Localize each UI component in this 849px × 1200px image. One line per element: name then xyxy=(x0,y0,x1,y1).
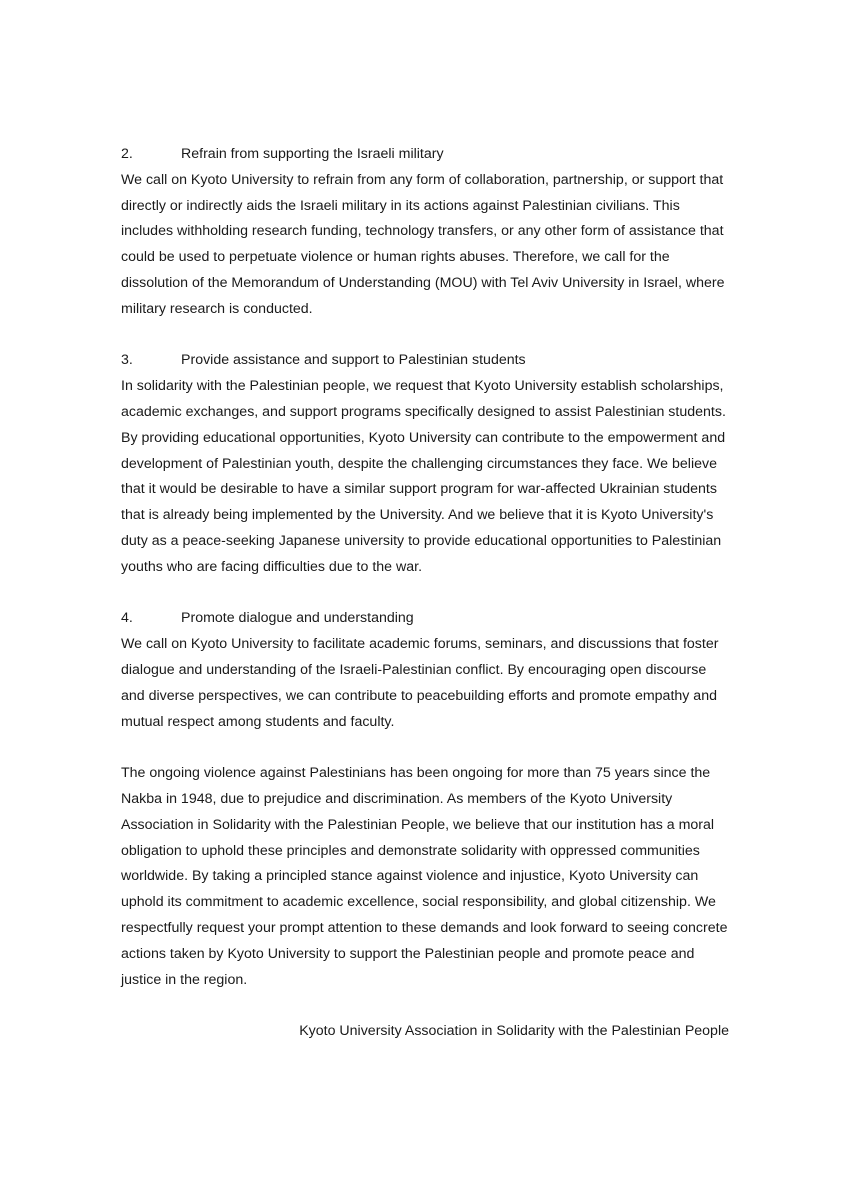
section-support-students xyxy=(121,348,729,580)
section-title: Refrain from supporting the Israeli military xyxy=(181,146,444,162)
section-paragraph: We call on Kyoto University to refrain from any form of collaboration, partnership, or support that directly or indirectly aids the Israeli military in its actions against Palestinian civilians. This includes withholding research funding, technology transfers, or any other form of assistance that could be used to perpetuate violence or human rights abuses. Therefore, we call for the dissolution of the Memorandum of Understanding (MOU) with Tel Aviv University in Israel, where military research is conducted. xyxy=(121,171,725,317)
section-number: 4. xyxy=(121,610,133,627)
section-promote-dialogue xyxy=(121,606,729,735)
closing-paragraph: The ongoing violence against Palestinians has been ongoing for more than 75 years since the Nakba in 1948, due to prejudice and discrimination. As members of the Kyoto University Association in Solidarity with the Palestinian People, we believe that our institution has a moral obligation to uphold these principles and demonstrate solidarity with oppressed communities worldwide. By taking a principled stance against violence and injustice, Kyoto University can uphold its commitment to academic excellence, social responsibility, and global citizenship. We respectfully request your prompt attention to these demands and look forward to seeing concrete actions taken by Kyoto University to support the Palestinian people and promote peace and justice in the region. xyxy=(121,765,728,988)
signature: Kyoto University Association in Solidarity with the Palestinian People xyxy=(299,1023,729,1040)
section-refrain-military xyxy=(121,142,729,323)
section-number: 2. xyxy=(121,146,133,162)
section-title: Provide assistance and support to Palestinian students xyxy=(181,352,526,369)
closing-section xyxy=(121,761,729,993)
section-paragraph: We call on Kyoto University to facilitate academic forums, seminars, and discussions that foster dialogue and understanding of the Israeli-Palestinian conflict. By encouraging open discourse and diverse perspectives, we can contribute to peacebuilding efforts and promote empathy and mutual respect among students and faculty. xyxy=(121,636,719,730)
section-heading xyxy=(121,348,729,374)
section-heading xyxy=(121,606,729,632)
section-number: 3. xyxy=(121,352,133,369)
letter-body xyxy=(121,142,729,1045)
section-paragraph: In solidarity with the Palestinian people, we request that Kyoto University establish scholarships, academic exchanges, and support programs specifically designed to assist Palestinian students. By providing educational opportunities, Kyoto University can contribute to the empowerment and development of Palestinian youth, despite the challenging circumstances they face. We believe that it would be desirable to have a similar support program for war-affected Ukrainian students that is already being implemented by the University. And we believe that it is Kyoto University's duty as a peace-seeking Japanese university to provide educational opportunities to Palestinian youths who are facing difficulties due to the war. xyxy=(121,378,726,575)
section-heading xyxy=(121,142,729,168)
section-title: Promote dialogue and understanding xyxy=(181,610,414,627)
